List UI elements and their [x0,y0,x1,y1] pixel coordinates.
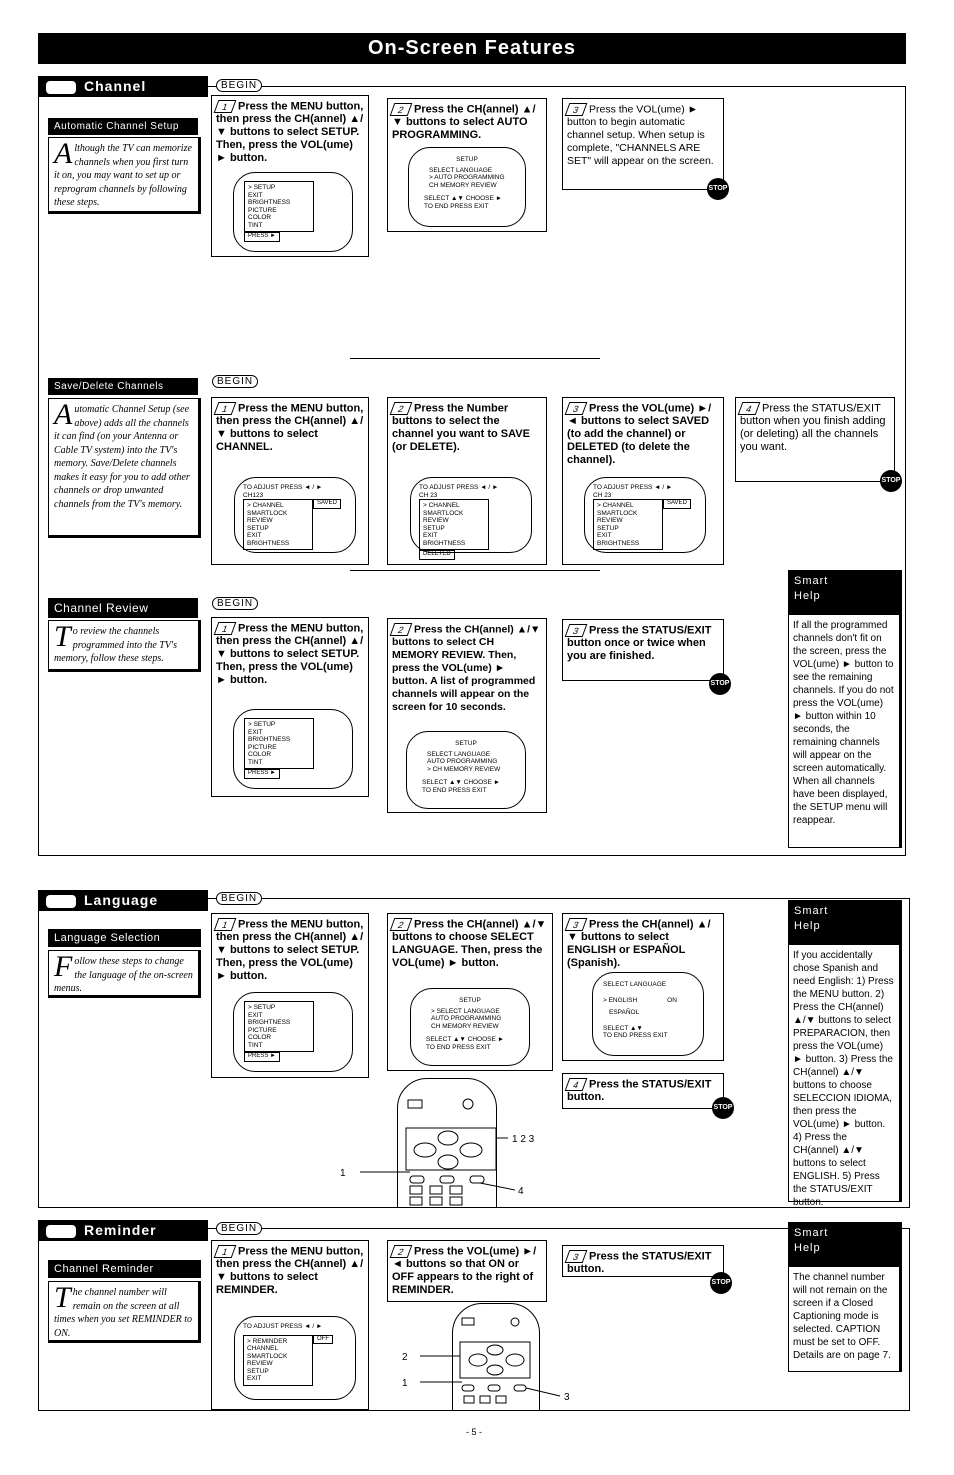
channel-heading: Channel [38,76,208,97]
divider [350,570,600,571]
svg-text:2: 2 [402,1352,408,1363]
svg-text:3: 3 [564,1392,570,1403]
auto-setup-subhead: Automatic Channel Setup [48,118,198,135]
language-step-1: 1 Press the MENU button, then press the CH(annel) ▲/▼ buttons to select SETUP. Then, press the VOL(ume) ► button. [211,913,369,1078]
stop-icon: STOP [712,1097,734,1119]
language-subhead: Language Selection [48,929,201,947]
begin-badge: BEGIN [216,892,262,905]
auto-setup-intro: Although the TV can memorize channels when you first turn it on, you may want to set up or reprogram channels by following these steps. [48,137,201,214]
page-title: On-Screen Features [38,33,906,64]
divider [350,358,600,359]
stop-icon: STOP [709,673,731,695]
review-screen-2: SETUP SELECT LANGUAGE AUTO PROGRAMMING > CH MEMORY REVIEW SELECT ▲▼ CHOOSE ► TO END PRESS EXIT [406,731,526,809]
save-step-1: 1 Press the MENU button, then press the CH(annel) ▲/▼ buttons to select CHANNEL. [211,397,369,565]
language-heading: Language [38,890,208,911]
save-screen-1: TO ADJUST PRESS ◄ / ► CH123 > CHANNEL SMARTLOCK REVIEW SETUP EXIT BRIGHTNESSSAVED [234,477,356,553]
save-step-2: 2 Press the Number buttons to select the channel you want to SAVE (or DELETE). [387,397,547,565]
review-subhead: Channel Review [48,598,198,618]
begin-badge: BEGIN [212,597,258,610]
begin-badge: BEGIN [216,79,262,92]
stop-icon: STOP [880,470,902,492]
svg-text:1 2 3: 1 2 3 [512,1134,535,1145]
language-screen-1: > SETUP EXIT BRIGHTNESS PICTURE COLOR TINTPRESS ► [233,992,353,1072]
reminder-subhead: Channel Reminder [48,1260,201,1278]
svg-text:1: 1 [340,1168,346,1179]
review-intro: To review the channels programmed into the TV's memory, follow these steps. [48,620,201,672]
begin-badge: BEGIN [216,1222,262,1235]
svg-text:1: 1 [402,1378,408,1389]
save-screen-3: TO ADJUST PRESS ◄ / ► CH 23 > CHANNEL SMARTLOCK REVIEW SETUP EXIT BRIGHTNESSSAVED [584,477,706,553]
remote-buttons-icon [400,1310,590,1410]
reminder-step-2: 2 Press the VOL(ume) ►/◄ buttons so that ON or OFF appears to the right of REMINDER. [387,1240,547,1302]
save-delete-intro: Automatic Channel Setup (see above) adds all the channels it can find (on your Antenna or Cable TV system) into the TV's memory. Save/Delete channels makes it easy for you to add other channels or drop unwanted channels from the TV's memory. [48,398,201,538]
save-delete-subhead: Save/Delete Channels [48,378,198,395]
save-step-3: 3 Press the VOL(ume) ►/◄ buttons to select SAVED (to add the channel) or DELETED (to delete the channel). [562,397,724,565]
language-step-2: 2 Press the CH(annel) ▲/▼ buttons to choose SELECT LANGUAGE. Then, press the VOL(ume) ► button. [387,913,553,1071]
page-number: - 5 - [466,1427,483,1437]
review-step-1: 1 Press the MENU button, then press the CH(annel) ▲/▼ buttons to select SETUP. Then, press the VOL(ume) ► button. [211,617,369,797]
language-intro: Follow these steps to change the language of the on-screen menus. [48,950,201,998]
begin-badge: BEGIN [212,375,258,388]
language-step-3: 3 Press the CH(annel) ▲/▼ buttons to select ENGLISH or ESPAÑOL (Spanish). [562,913,724,1061]
reminder-step-3: 3 Press the STATUS/EXIT button. [562,1245,724,1277]
language-screen-3: SELECT LANGUAGE > ENGLISH ON ESPAÑOL SELECT ▲▼ TO END PRESS EXIT [592,972,704,1056]
heading-tab-icon [46,895,76,908]
auto-screen-2: SETUP SELECT LANGUAGE > AUTO PROGRAMMING CH MEMORY REVIEW SELECT ▲▼ CHOOSE ► TO END PRESS EXIT [408,147,526,227]
review-step-3: 3 Press the STATUS/EXIT button once or twice when you are finished. [562,619,724,681]
auto-step-1: 1 Press the MENU button, then press the CH(annel) ▲/▼ buttons to select SETUP. Then, press the VOL(ume) ► button. [211,95,369,257]
auto-step-3: 3 Press the VOL(ume) ► button to begin automatic channel setup. When setup is complete, "CHANNELS ARE SET" will appear on the screen. [562,98,724,190]
save-screen-2: TO ADJUST PRESS ◄ / ► CH 23 > CHANNEL SMARTLOCK REVIEW SETUP EXIT BRIGHTNESSDELETED [410,477,532,553]
stop-icon: STOP [707,178,729,200]
reminder-screen-1: TO ADJUST PRESS ◄ / ► > REMINDER CHANNEL SMARTLOCK REVIEW SETUP EXITOFF [234,1316,356,1400]
smart-help-review: Smart Help If all the programmed channels don't fit on the screen, press the VOL(ume) ► button to see the remaining channels. If you do not press the VOL(ume) ► button within 10 seconds, the remaining channels will appear on the screen automatically. When all channels have been displayed, the SETUP menu will reappear. [788,570,902,848]
heading-tab-icon [46,1225,76,1238]
heading-tab-icon [46,81,76,94]
review-screen-1: > SETUP EXIT BRIGHTNESS PICTURE COLOR TINTPRESS ► [233,709,353,789]
auto-screen-1: > SETUP EXIT BRIGHTNESS PICTURE COLOR TINTPRESS ► [233,172,353,252]
smart-help-language: Smart Help If you accidentally chose Spanish and need English: 1) Press the MENU button. 2) Press the CH(annel) ▲/▼ buttons to select PREPARACION, then press the VOL(ume) ► button. 3) Press the CH(annel) ▲/▼ buttons to choose SELECCION IDIOMA, then press the VOL(ume) ► button. 4) Press the CH(annel) ▲/▼ buttons to select ENGLISH. 5) Press the STATUS/EXIT button. [788,900,902,1202]
auto-step-2: 2 Press the CH(annel) ▲/▼ buttons to select AUTO PROGRAMMING. [387,98,547,232]
language-screen-2: SETUP > SELECT LANGUAGE AUTO PROGRAMMING CH MEMORY REVIEW SELECT ▲▼ CHOOSE ► TO END PRESS EXIT [410,988,530,1066]
review-step-2: 2 Press the CH(annel) ▲/▼ buttons to select CH MEMORY REVIEW. Then, press the VOL(ume) ► button. A list of programmed channels will appear on the screen for 10 seconds. [387,618,547,813]
reminder-heading: Reminder [38,1220,208,1241]
stop-icon: STOP [710,1272,732,1294]
save-step-4: 4 Press the STATUS/EXIT button when you finish adding (or deleting) all the channels you want. [735,397,895,482]
remote-buttons-icon [340,1080,560,1208]
svg-text:4: 4 [518,1186,524,1197]
smart-help-reminder: Smart Help The channel number will not remain on the screen if a Closed Captioning mode is selected. CAPTION must be set to OFF. Details are on page 7. [788,1222,902,1372]
reminder-step-1: 1 Press the MENU button, then press the CH(annel) ▲/▼ buttons to select REMINDER. [211,1240,369,1410]
language-step-4: 4 Press the STATUS/EXIT button. [562,1073,724,1109]
reminder-intro: The channel number will remain on the screen at all times when you set REMINDER to ON. [48,1281,201,1343]
